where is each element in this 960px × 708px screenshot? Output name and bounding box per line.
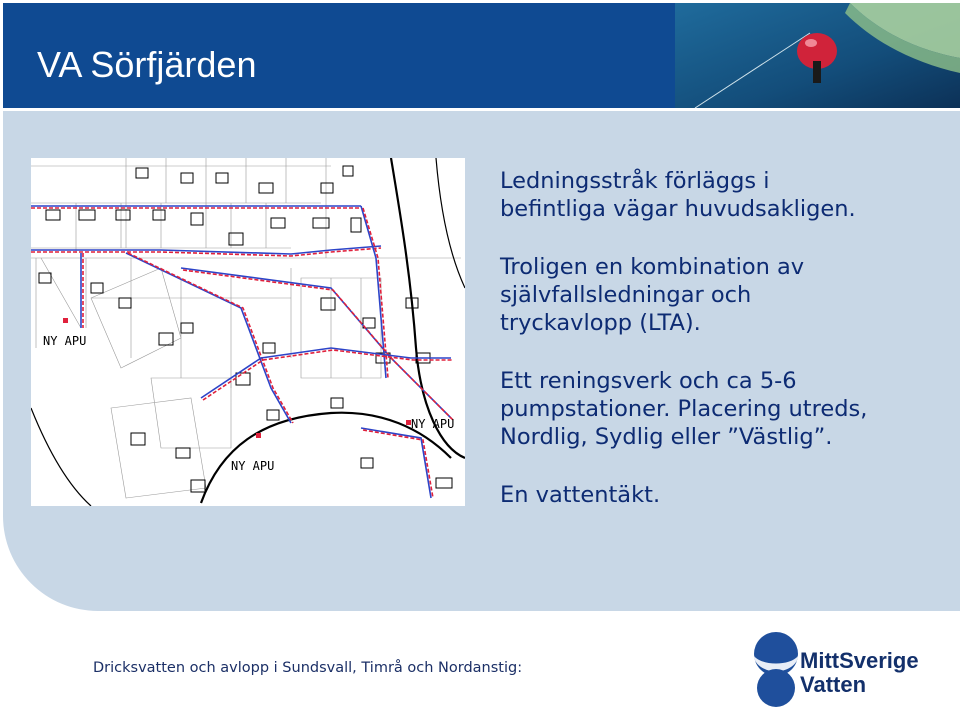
paragraph: Ledningsstråk förläggs i befintliga vägar huvudsakligen.	[500, 168, 856, 222]
map-label: NY APU	[231, 459, 275, 473]
slide-title: VA Sörfjärden	[37, 44, 257, 85]
footer-text: Dricksvatten och avlopp i Sundsvall, Timrå och Nordanstig:	[93, 660, 523, 676]
mittsverige-vatten-logo	[752, 630, 952, 708]
paragraph: Troligen en kombination av självfallsledningar och tryckavlopp (LTA).	[500, 254, 805, 336]
title-bar	[3, 3, 675, 108]
pipeline-map	[31, 158, 465, 506]
body-text	[500, 167, 940, 539]
logo-line2: Vatten	[800, 672, 867, 697]
fishing-float-photo	[675, 3, 960, 108]
paragraph: En vattentäkt.	[500, 482, 661, 508]
logo-line1: MittSverige	[800, 648, 919, 673]
map-label: NY APU	[411, 417, 455, 431]
map-label: NY APU	[43, 334, 87, 348]
paragraph: Ett reningsverk och ca 5-6 pumpstationer. Placering utreds, Nordlig, Sydlig eller ”Västlig”.	[500, 368, 868, 450]
